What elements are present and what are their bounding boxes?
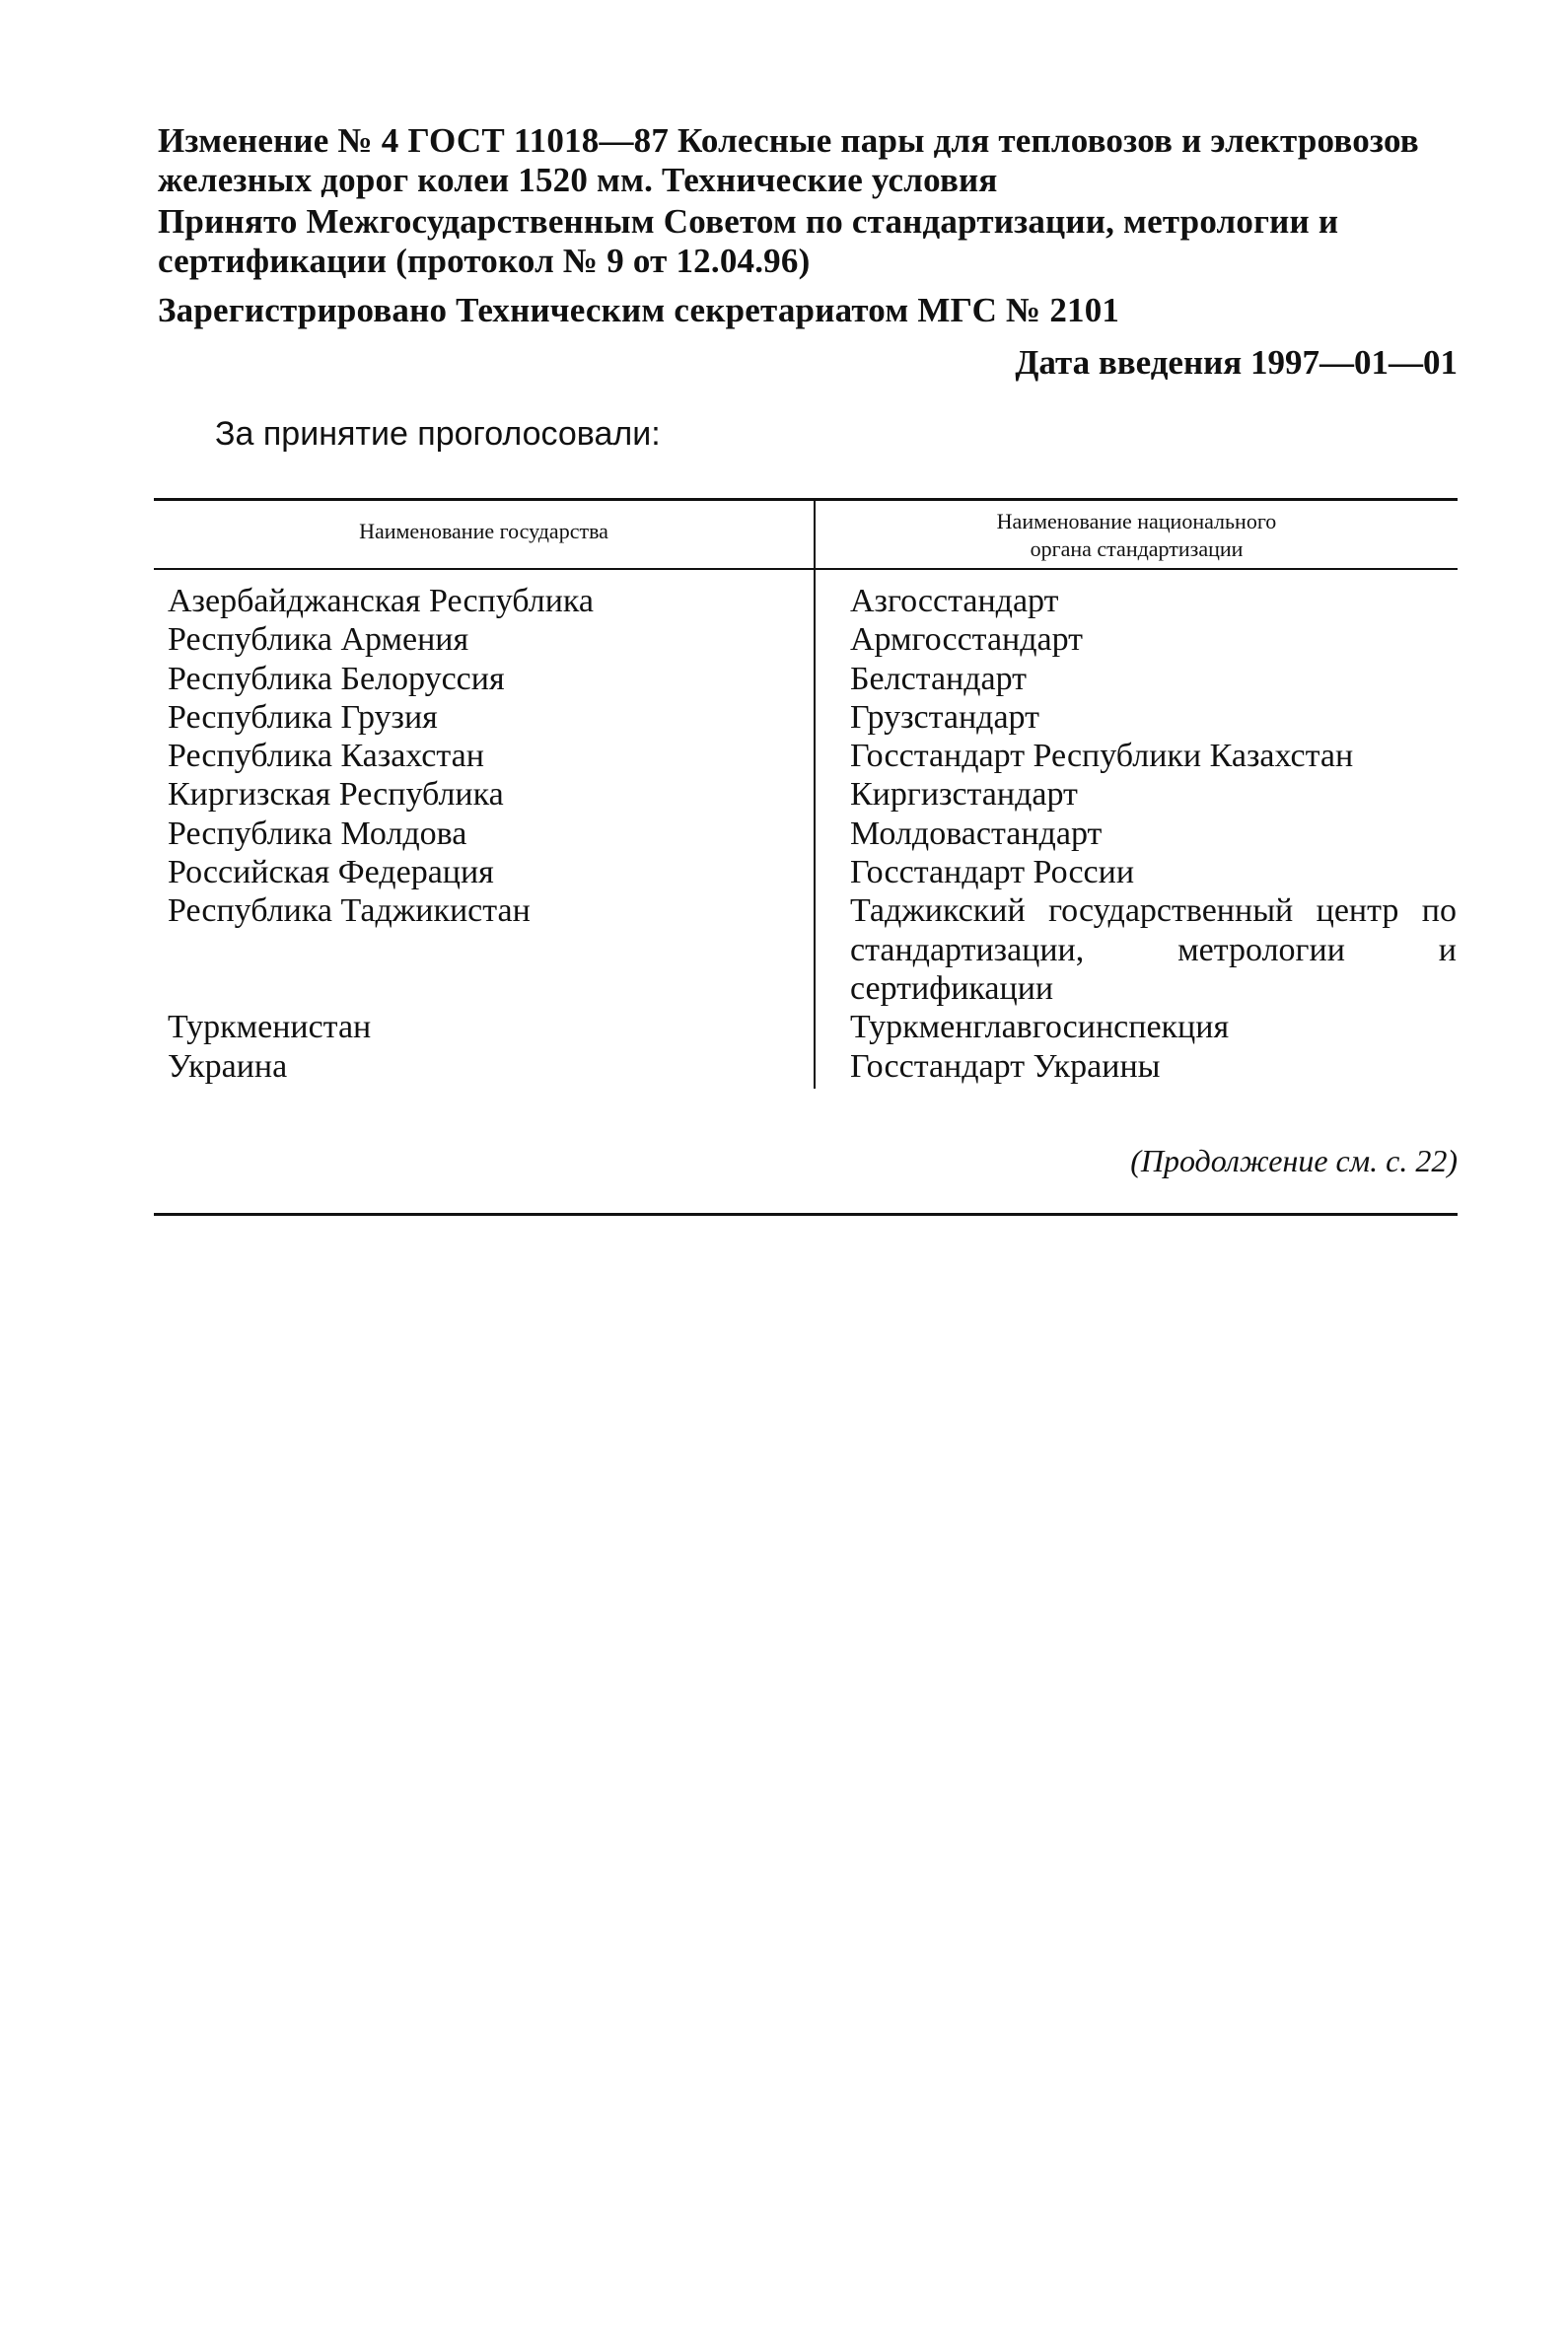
organization-cell: Молдовастандарт bbox=[850, 815, 1103, 852]
organization-header-line-1: Наименование национального bbox=[996, 509, 1277, 533]
state-cell: Российская Федерация bbox=[168, 854, 494, 891]
organization-cell: Туркменглавгосинспекция bbox=[850, 1009, 1230, 1046]
organization-cell: Киргизстандарт bbox=[850, 776, 1078, 814]
document-title: Изменение № 4 ГОСТ 11018—87 Колесные пары для тепловозов и электровозов железных дорог колеи 1520 мм. Технические условия bbox=[158, 121, 1419, 199]
organization-column-header bbox=[816, 508, 1458, 563]
state-cell: Азербайджанская Республика bbox=[168, 583, 595, 619]
table-top-rule bbox=[154, 498, 1458, 501]
bottom-rule bbox=[154, 1213, 1458, 1216]
table-row bbox=[0, 1008, 1568, 1046]
table-row bbox=[0, 698, 1568, 737]
table-row bbox=[0, 1047, 1568, 1086]
organization-header-line-2: органа стандартизации bbox=[1030, 536, 1244, 561]
organization-cell: Госстандарт России bbox=[850, 854, 1135, 891]
organization-cell: Госстандарт Республики Казахстан bbox=[850, 738, 1354, 775]
organization-cell: Азгосстандарт bbox=[850, 583, 1059, 619]
table-row bbox=[0, 815, 1568, 853]
table-row bbox=[0, 853, 1568, 891]
table-header-rule bbox=[154, 568, 1458, 570]
organization-cell: Белстандарт bbox=[850, 660, 1028, 697]
state-column-header: Наименование государства bbox=[359, 519, 608, 543]
organization-cell: Госстандарт Украины bbox=[850, 1047, 1161, 1085]
organization-cell: Грузстандарт bbox=[850, 698, 1039, 736]
state-cell: Киргизская Республика bbox=[168, 776, 504, 814]
introduction-date: Дата введения 1997—01—01 bbox=[1015, 343, 1458, 382]
table-row bbox=[0, 620, 1568, 659]
registration-note: Зарегистрировано Техническим секретариатом МГС № 2101 bbox=[158, 291, 1120, 329]
voting-table bbox=[0, 582, 1568, 1086]
table-row bbox=[0, 582, 1568, 620]
state-cell: Украина bbox=[168, 1047, 288, 1085]
continuation-note: (Продолжение см. с. 22) bbox=[1130, 1143, 1458, 1178]
table-row bbox=[0, 891, 1568, 1008]
state-cell: Республика Армения bbox=[168, 621, 469, 659]
voted-label: За принятие проголосовали: bbox=[215, 415, 661, 453]
state-cell: Республика Казахстан bbox=[168, 738, 484, 775]
accepted-by-note: Принято Межгосударственным Советом по стандартизации, метрологии и сертификации (протокол № 9 от 12.04.96) bbox=[158, 202, 1339, 280]
table-row bbox=[0, 737, 1568, 775]
state-cell: Республика Таджикистан bbox=[168, 892, 531, 930]
state-cell: Туркменистан bbox=[168, 1009, 372, 1046]
state-cell: Республика Молдова bbox=[168, 815, 467, 852]
table-row bbox=[0, 775, 1568, 814]
state-cell: Республика Белоруссия bbox=[168, 660, 505, 697]
organization-cell: Армгосстандарт bbox=[850, 621, 1084, 659]
table-row bbox=[0, 660, 1568, 698]
state-cell: Республика Грузия bbox=[168, 698, 438, 736]
organization-cell: Таджикский государственный центр по стандартизации, метрологии и сертификации bbox=[850, 892, 1457, 1007]
